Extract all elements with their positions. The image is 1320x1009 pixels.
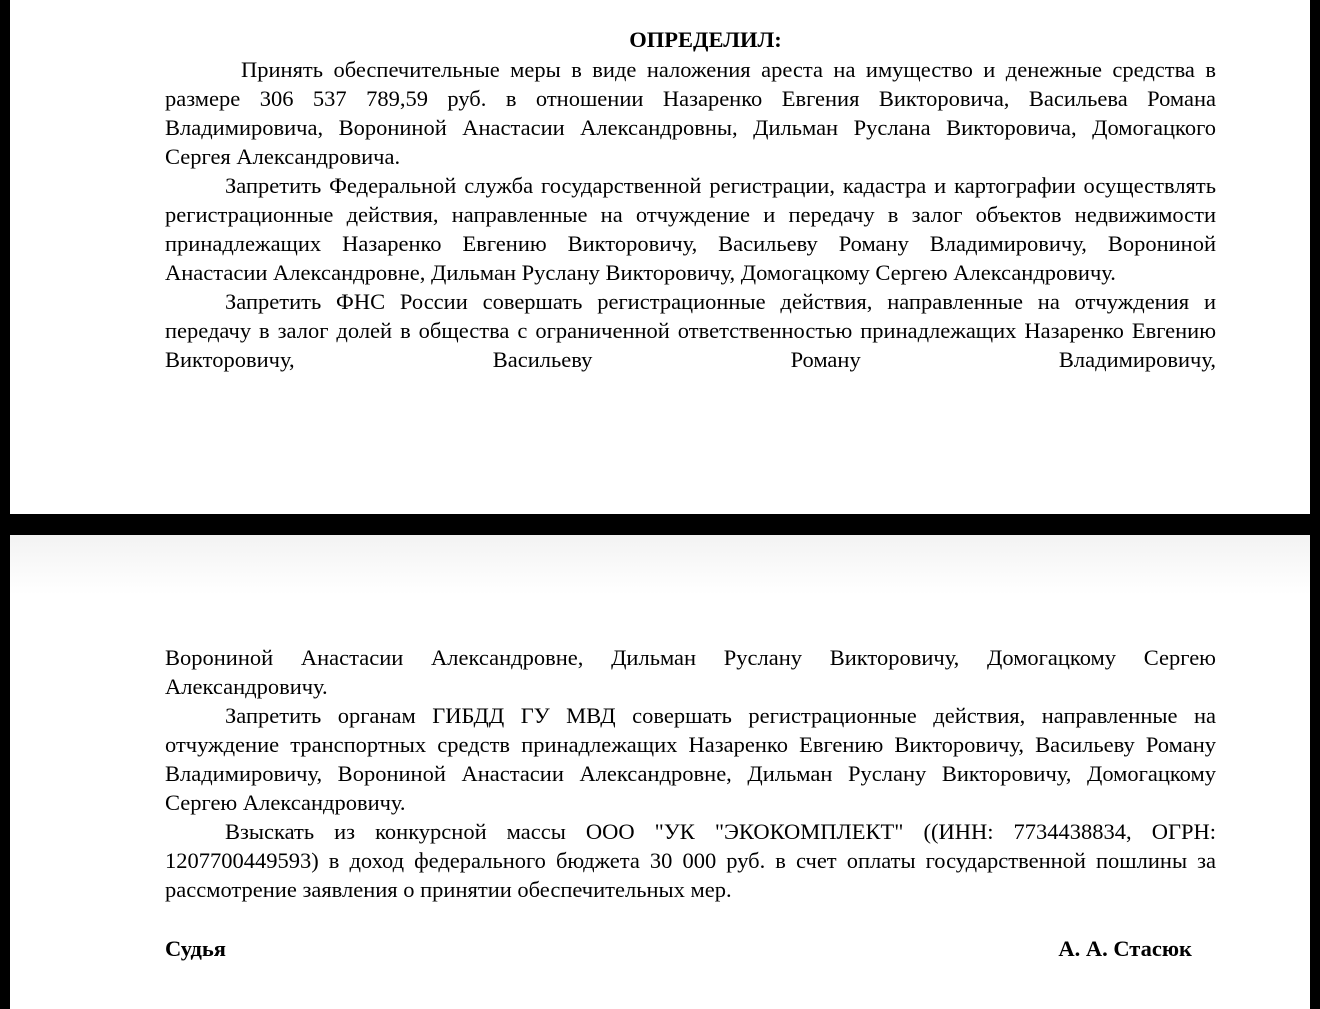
document-page-bottom — [10, 535, 1310, 1009]
paragraph-rosreestr-ban: Запретить Федеральной служба государственной регистрации, кадастра и картографии осуществлять регистрационные действия, направленные на отчуждение и передачу в залог объектов недвижимости принадлежащих Назаренко Евгению Викторовичу, Васильеву Роману Владимировичу, Ворониной Анастасии Александровне, Дильман Руслану Викторовичу, Домогацкому Сергею Александровичу. — [165, 173, 1216, 285]
document-page-top — [10, 0, 1310, 514]
paragraph-fns-ban-continued: Ворониной Анастасии Александровне, Дильман Руслану Викторовичу, Домогацкому Сергею Александровичу. — [165, 645, 1216, 699]
judge-title: Судья — [165, 936, 226, 961]
paragraph-fns-ban: Запретить ФНС России совершать регистрационные действия, направленные на отчуждения и передачу в залог долей в общества с ограниченной ответственностью принадлежащих Назаренко Евгению Викторовичу, Васильеву Роману Владимировичу, — [165, 289, 1216, 372]
decision-heading: ОПРЕДЕЛИЛ: — [629, 27, 782, 52]
paragraph-state-fee: Взыскать из конкурсной массы ООО "УК "ЭКОКОМПЛЕКТ" ((ИНН: 7734438834, ОГРН: 1207700449593) в доход федерального бюджета 30 000 руб. в счет оплаты государственной пошлины за рассмотрение заявления о принятии обеспечительных мер. — [165, 819, 1216, 902]
judge-name: А. А. Стасюк — [1058, 936, 1192, 961]
paragraph-asset-arrest: Принять обеспечительные меры в виде наложения ареста на имущество и денежные средства в размере 306 537 789,59 руб. в отношении Назаренко Евгения Викторовича, Васильева Романа Владимировича, Ворониной Анастасии Александровны, Дильман Руслана Викторовича, Домогацкого Сергея Александровича. — [165, 57, 1216, 169]
paragraph-gibdd-ban: Запретить органам ГИБДД ГУ МВД совершать регистрационные действия, направленные на отчуждение транспортных средств принадлежащих Назаренко Евгению Викторовичу, Васильеву Роману Владимировичу, Ворониной Анастасии Александровне, Дильман Руслану Викторовичу, Домогацкому Сергею Александровичу. — [165, 703, 1216, 815]
signature-row — [165, 934, 1216, 963]
